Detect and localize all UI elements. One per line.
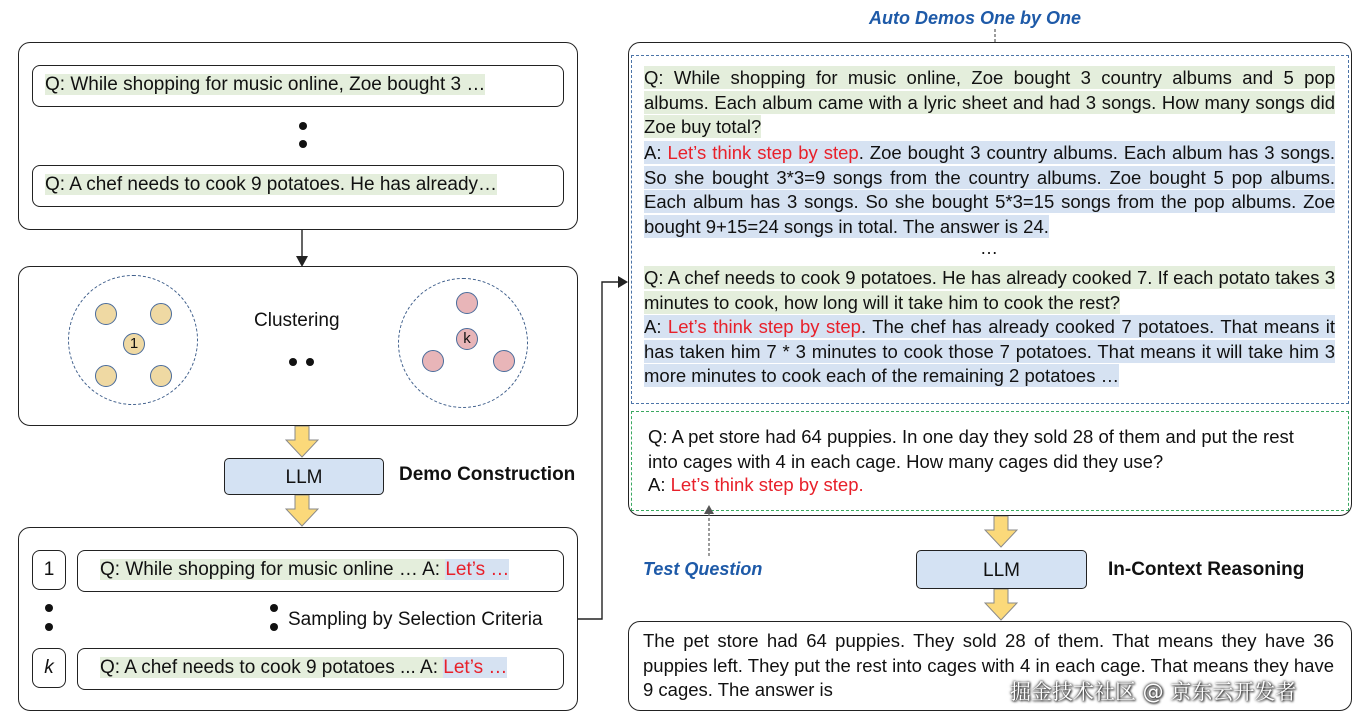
demo-index-k: k [32, 648, 66, 688]
in-context-reasoning-label: In-Context Reasoning [1108, 559, 1305, 580]
cluster-item [95, 365, 117, 387]
cluster-item [95, 303, 117, 325]
connector-arrow-icon [576, 274, 628, 624]
watermark: 掘金技术社区 @ 京东云开发者 [1010, 680, 1297, 704]
llm-box-left: LLM [224, 458, 384, 495]
answer-prefix: A: [644, 316, 668, 337]
question-pill-2 [32, 165, 564, 207]
demo-construction-label: Demo Construction [399, 464, 576, 485]
ellipsis-dot [270, 604, 278, 612]
cot-trigger: Let’s think step by step [667, 316, 861, 337]
ellipsis-dot [270, 623, 278, 631]
answer-prefix: A: [648, 474, 671, 495]
cluster-centroid: k [456, 328, 478, 350]
demo-index-1: 1 [32, 550, 66, 590]
llm-box-right: LLM [916, 550, 1087, 589]
demo-1-question: Q: While shopping for music online, Zoe bought 3 country albums and 5 pop albums. Each album came with a lyric sheet and had 3 songs. How many songs did Zoe buy total? [644, 67, 1335, 137]
cluster-item [493, 350, 515, 372]
demo-2-answer [644, 315, 1335, 389]
ellipsis-dot [306, 358, 314, 366]
sampling-label: Sampling by Selection Criteria [288, 609, 543, 630]
cluster-item [150, 303, 172, 325]
arrow-up-icon [702, 503, 716, 559]
demo-ellipsis: … [980, 238, 998, 258]
auto-demos-label: Auto Demos One by One [869, 8, 1082, 28]
demo-2-question: Q: A chef needs to cook 9 potatoes. He has already cooked 7. If each potato takes 3 minutes to cook, how long will it take him to cook the rest? [644, 267, 1335, 313]
output-text: The pet store had 64 puppies. They sold 28 of them. That means they have 36 puppies left. They put the rest into cages with 4 in each cage. That means they have 9 cages. The answer is [643, 630, 1334, 700]
arrow-down-icon [984, 516, 1018, 548]
cluster-centroid: 1 [123, 333, 145, 355]
arrow-down-icon [984, 589, 1018, 621]
demo-pill-1-answer: Let’s … [445, 559, 510, 580]
test-answer [648, 473, 1323, 498]
cot-trigger: Let’s think step by step. [670, 474, 864, 495]
demo-pill-1 [77, 550, 564, 592]
test-question-label: Test Question [643, 559, 763, 579]
ellipsis-dot [289, 358, 297, 366]
ellipsis-dot [45, 604, 53, 612]
demo-pill-k [77, 648, 564, 690]
demo-2 [644, 266, 1335, 315]
cluster-item [150, 365, 172, 387]
demo-1-rationale: . Zoe bought 3 country albums. Each album has 3 songs. So she bought 3*3=9 songs from the country albums. Zoe bought 5 pop albums. Each album has 3 songs. So she bought 5*3=15 songs from the pop albums. Zoe bought 9+15=24 songs in total. The answer is 24. [644, 142, 1335, 237]
cluster-item [422, 350, 444, 372]
demo-2-rationale: . The chef has already cooked 7 potatoes. That means it has taken him 7 * 3 minutes to cook those 7 potatoes. That means it will take him 3 more minutes to cook each of the remaining 2 potatoes … [644, 316, 1335, 386]
arrow-down-icon [285, 495, 319, 527]
arrow-down-icon [285, 426, 319, 458]
answer-prefix: A: [644, 142, 668, 163]
test-question: Q: A pet store had 64 puppies. In one day they sold 28 of them and put the rest into cages with 4 in each cage. How many cages did they use? [648, 426, 1294, 472]
question-text-1: Q: While shopping for music online, Zoe bought 3 … [45, 74, 486, 95]
clustering-label: Clustering [254, 310, 340, 331]
demo-1 [644, 66, 1335, 140]
arrow-down-icon [295, 230, 309, 268]
cot-trigger: Let’s think step by step [667, 142, 859, 163]
demo-pill-1-question: Q: While shopping for music online … A: [100, 559, 446, 580]
question-text-2: Q: A chef needs to cook 9 potatoes. He has already… [45, 174, 498, 195]
question-pill-1 [32, 65, 564, 107]
demo-pill-k-answer: Let’s … [443, 657, 508, 678]
ellipsis-dot [299, 140, 307, 148]
demo-1-answer [644, 141, 1335, 239]
demo-pill-k-question: Q: A chef needs to cook 9 potatoes ... A: [100, 657, 444, 678]
ellipsis-dot [45, 623, 53, 631]
ellipsis-dot [299, 122, 307, 130]
cluster-item [456, 292, 478, 314]
